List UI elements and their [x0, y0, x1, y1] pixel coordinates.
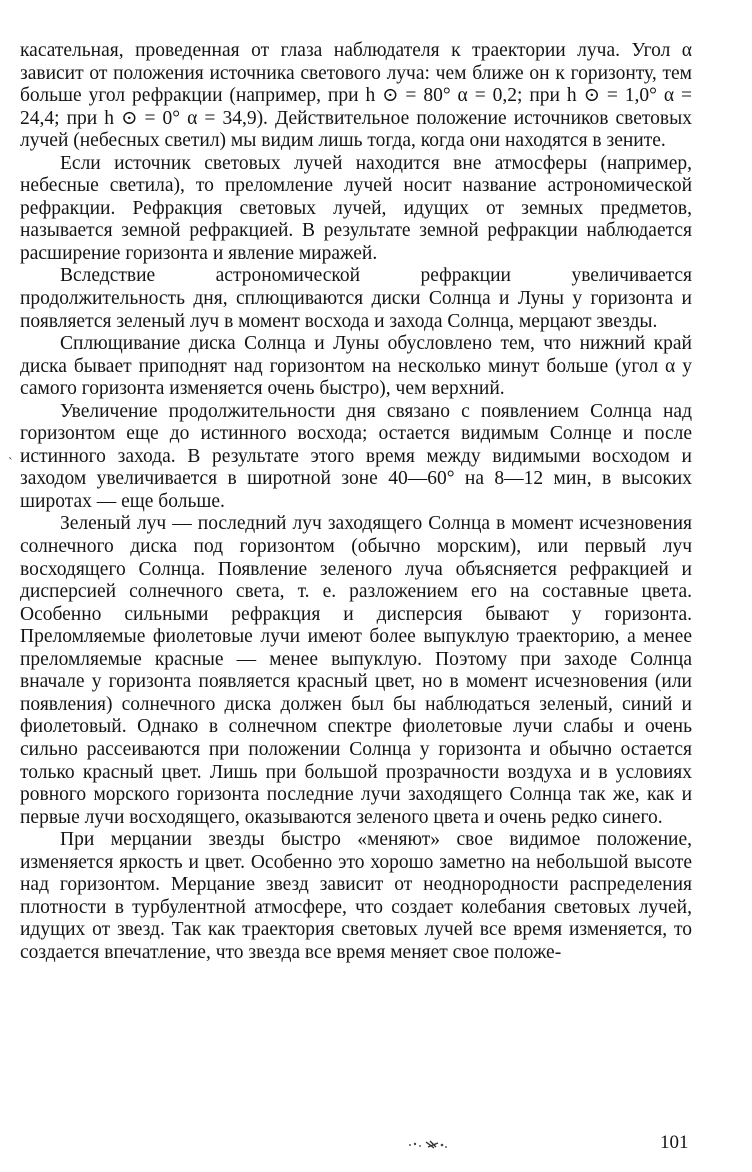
- paragraph-5: Увеличение продолжительности дня связано с появлением Солнца над горизонтом еще до истинного восхода; остается видимым Солнце и после истинного захода. В результате этого время между видимыми восходом и заходом увеличивается в широтной зоне 40—60° на 8—12 мин, в высоких широтах — еще больше.: [20, 400, 692, 512]
- paragraph-7: При мерцании звезды быстро «меняют» свое видимое положение, изменяется яркость и цвет. Особенно это хорошо заметно на небольшой высоте над горизонтом. Мерцание звезд зависит от неоднородности распределения плотности в турбулентной атмосфере, что создает колебания световых лучей, идущих от звезд. Так как траектория световых лучей все время изменяется, то создается впечатление, что звезда все время меняет свое положе-: [20, 829, 692, 963]
- page-body: [20, 40, 692, 964]
- paragraph-1: касательная, проведенная от глаза наблюдателя к траектории луча. Угол α зависит от положения источника светового луча: чем ближе он к горизонту, тем больше угол рефракции (например, при h ⊙ = 80° α = 0,2; при h ⊙ = 1,0° α = 24,4; при h ⊙ = 0° α = 34,9). Действительное положение источников световых лучей (небесных светил) мы видим лишь тогда, когда они находятся в зените.: [20, 40, 692, 152]
- paragraph-2: Если источник световых лучей находится вне атмосферы (например, небесные светила), то преломление лучей носит название астрономической рефракции. Рефракция световых лучей, идущих от земных предметов, называется земной рефракцией. В результате земной рефракции наблюдается расширение горизонта и явление миражей.: [20, 152, 692, 264]
- ink-smudge: [406, 1138, 450, 1152]
- page-number: 101: [660, 1132, 689, 1153]
- paragraph-3: Вследствие астрономической рефракции увеличивается продолжительность дня, сплющиваются диски Солнца и Луны у горизонта и появляется зеленый луч в момент восхода и захода Солнца, мерцают звезды.: [20, 265, 692, 332]
- paragraph-6: Зеленый луч — последний луч заходящего Солнца в момент исчезновения солнечного диска под горизонтом (обычно морским), или первый луч восходящего Солнца. Появление зеленого луча объясняется рефракцией и дисперсией солнечного света, т. е. разложением его на составные цвета. Особенно сильными рефракция и дисперсия бывают у горизонта. Преломляемые фиолетовые лучи имеют более выпуклую траекторию, а менее преломляемые красные — менее выпуклую. Поэтому при заходе Солнца вначале у горизонта появляется красный цвет, но в момент исчезновения (или появления) солнечного диска должен был бы наблюдаться зеленый, синий и фиолетовый. Однако в солнечном спектре фиолетовые лучи слабы и очень сильно рассеиваются при положении Солнца у горизонта и обычно остается только красный цвет. Лишь при большой прозрачности воздуха и в условиях ровного морского горизонта последние лучи заходящего Солнца так же, как и первые лучи восходящего, оказываются зеленого цвета и очень редко синего.: [20, 513, 692, 828]
- paragraph-4: Сплющивание диска Солнца и Луны обусловлено тем, что нижний край диска бывает приподнят над горизонтом на несколько минут больше (угол α у самого горизонта изменяется очень быстро), чем верхний.: [20, 333, 692, 400]
- margin-mark: `: [8, 456, 13, 471]
